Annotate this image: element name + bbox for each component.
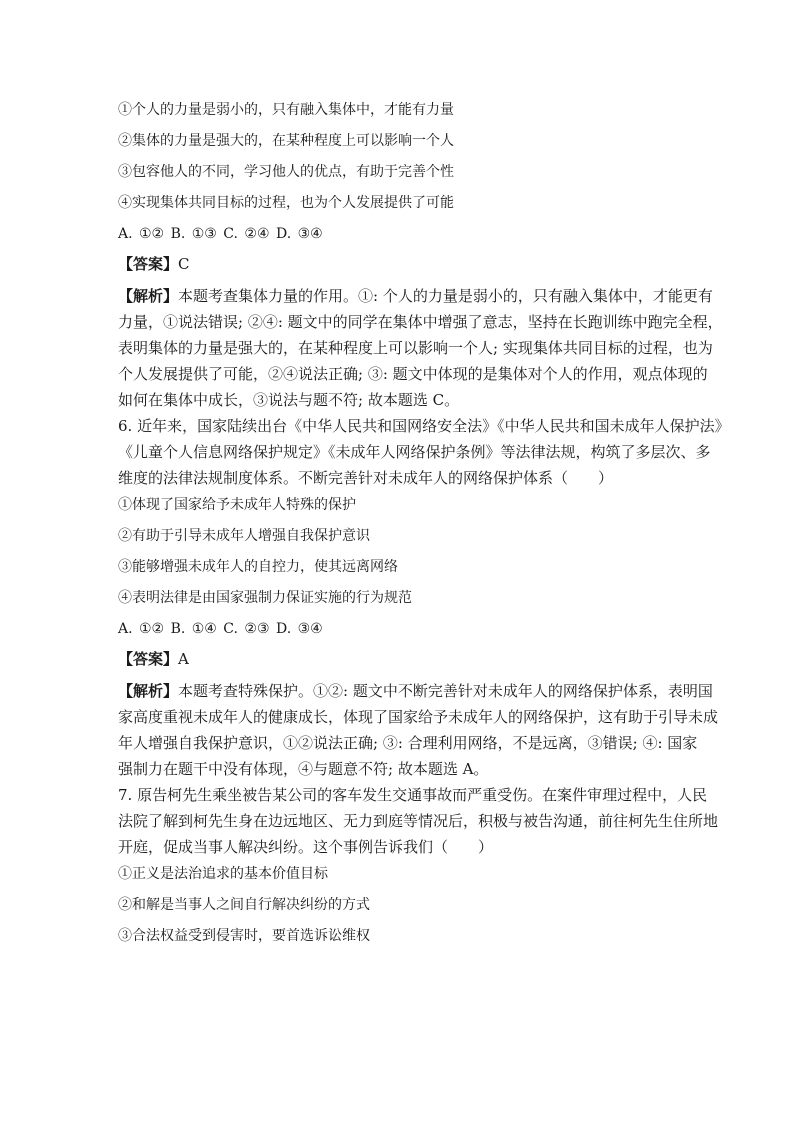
q6-answer xyxy=(118,648,690,670)
q6-option-2: ②有助于引导未成年人增强自我保护意识 xyxy=(118,528,370,544)
q7-title-line-2: 法院了解到柯先生身在边远地区、无力到庭等情况后，积极与被告沟通，前往柯先生住所地 xyxy=(118,812,719,830)
q6-title-line-2: 《儿童个人信息网络保护规定》《未成年人网络保护条例》等法律法规，构筑了多层次、多 xyxy=(118,443,711,461)
q5-analysis-line-2: 力量，①说法错误; ②④: 题文中的同学在集体中增强了意志，坚持在长跑训练中跑完全程， xyxy=(118,313,723,331)
q5-option-4: ④实现集体共同目标的过程，也为个人发展提供了可能 xyxy=(118,195,454,211)
q6-analysis-line-2: 家高度重视未成年人的健康成长，体现了国家给予未成年人的网络保护，这有助于引导未成 xyxy=(118,708,719,726)
q5-option-1: ①个人的力量是弱小的，只有融入集体中，才能有力量 xyxy=(118,102,454,118)
q5-analysis-line-4: 个人发展提供了可能，②④说法正确; ③: 题文中体现的是集体对个人的作用，观点体现的 xyxy=(118,365,708,383)
q5-analysis-line-5: 如何在集体中成长，③说法与题不符; 故本题选 C。 xyxy=(118,391,460,409)
q5-choices: A. ①② B. ①③ C. ②④ D. ③④ xyxy=(118,226,323,242)
q5-option-2: ②集体的力量是强大的，在某种程度上可以影响一个人 xyxy=(118,133,454,149)
q6-analysis-line-1: 本题考查特殊保护。①②: 题文中不断完善针对未成年人的网络保护体系，表明国 xyxy=(178,682,713,700)
q7-title xyxy=(118,782,719,860)
q6-analysis xyxy=(118,678,719,782)
q5-analysis-line-3: 表明集体的力量是强大的，在某种程度上可以影响一个人; 实现集体共同目标的过程，也为 xyxy=(118,339,713,357)
q6-analysis-line-4: 强制力在题干中没有体现，④与题意不符; 故本题选 A。 xyxy=(118,760,489,778)
q6-answer-tag: 【答案】 xyxy=(118,650,179,668)
q5-answer-tag: 【答案】 xyxy=(118,255,179,273)
q5-analysis xyxy=(118,283,723,413)
q7-title-line-3: 开庭，促成当事人解决纠纷。这个事例告诉我们（ ） xyxy=(118,838,494,856)
q6-title xyxy=(118,413,730,491)
q6-option-4: ④表明法律是由国家强制力保证实施的行为规范 xyxy=(118,590,412,606)
q6-choices: A. ①② B. ①④ C. ②③ D. ③④ xyxy=(118,621,323,637)
q6-title-line-1: 6. 近年来，国家陆续出台《中华人民共和国网络安全法》《中华人民共和国未成年人保护法》 xyxy=(118,417,730,435)
q7-option-2: ②和解是当事人之间自行解决纠纷的方式 xyxy=(118,897,370,913)
document-page xyxy=(118,100,730,946)
q6-analysis-line-3: 年人增强自我保护意识，①②说法正确; ③: 合理利用网络，不是远离，③错误; ④: 国家 xyxy=(118,734,698,752)
q5-analysis-tag: 【解析】 xyxy=(118,287,179,305)
q7-option-3: ③合法权益受到侵害时，要首选诉讼维权 xyxy=(118,928,370,944)
q6-option-1: ①体现了国家给予未成年人特殊的保护 xyxy=(118,497,356,513)
q7-title-line-1: 7. 原告柯先生乘坐被告某公司的客车发生交通事故而严重受伤。在案件审理过程中，人民 xyxy=(118,786,708,804)
q5-answer xyxy=(118,253,690,275)
q6-title-line-3: 维度的法律法规制度体系。不断完善针对未成年人的网络保护体系（ ） xyxy=(118,469,614,487)
q5-analysis-line-1: 本题考查集体力量的作用。①: 个人的力量是弱小的，只有融入集体中，才能更有 xyxy=(178,287,713,305)
q6-option-3: ③能够增强未成年人的自控力，使其远离网络 xyxy=(118,559,398,575)
q7-option-1: ①正义是法治追求的基本价值目标 xyxy=(118,866,328,882)
q5-answer-value: C xyxy=(178,255,190,273)
q6-analysis-tag: 【解析】 xyxy=(118,682,179,700)
q6-answer-value: A xyxy=(178,650,189,668)
q5-option-3: ③包容他人的不同，学习他人的优点，有助于完善个性 xyxy=(118,164,454,180)
